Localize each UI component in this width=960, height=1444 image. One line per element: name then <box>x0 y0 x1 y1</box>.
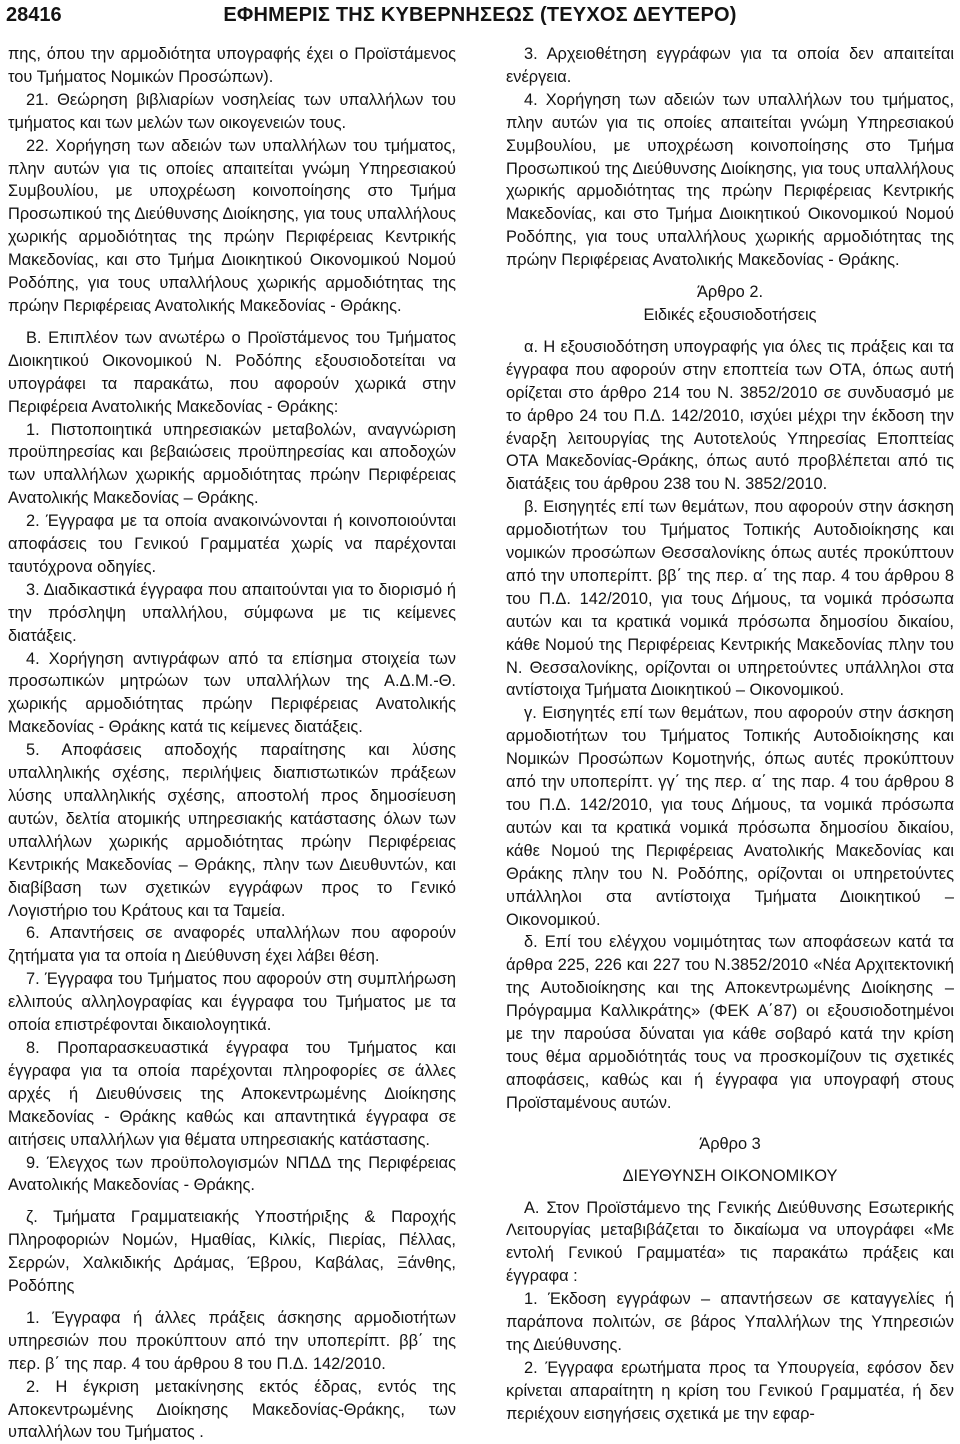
paragraph: 3. Αρχειοθέτηση εγγράφων για τα οποία δεν απαιτείται ενέργεια. <box>506 45 954 86</box>
left-column <box>8 43 456 1444</box>
paragraph: 4. Χορήγηση των αδειών των υπαλλήλων του τμήματος, πλην αυτών για τις οποίες απαιτείται γνώμη Υπηρεσιακού Συμβουλίου, με υποχρέωση κοινοποίησης στο Τμήμα Προσωπικού της Διεύθυνσης Διοίκησης, για τους υπαλλήλους χωρικής αρμοδιότητας της πρώην Περιφέρειας Κεντρικής Μακεδονίας, και στο Τμήμα Διοικητικού Οικονομικού Νομού Ροδόπης, για τους υπαλλήλους χωρικής αρμοδιότητας της πρώην Περιφέρειας Ανατολικής Μακεδονίας - Θράκης. <box>506 90 954 270</box>
article-2-heading: Άρθρο 2. <box>696 283 764 302</box>
paragraph: 1. Πιστοποιητικά υπηρεσιακών μεταβολών, αναγνώριση προϋπηρεσίας και βεβαιώσεις προϋπηρεσίας και αποδοχών των υπαλλήλων χωρικής αρμοδιότητας πρώην Περιφέρειας Ανατολικής Μακεδονίας – Θράκης. <box>8 420 456 508</box>
paragraph: 2. Η έγκριση μετακίνησης εκτός έδρας, εντός της Αποκεντρωμένης Διοίκησης Μακεδονίας-Θράκης, των υπαλλήλων του Τμήματος . <box>8 1377 456 1442</box>
page-header <box>0 0 960 36</box>
paragraph: 1. Έκδοση εγγράφων – απαντήσεων σε καταγγελίες ή παράπονα πολιτών, σε βάρος Υπαλλήλων της Υπηρεσιών της Διεύθυνσης. <box>506 1290 954 1354</box>
paragraph: Α. Στον Προϊστάμενο της Γενικής Διεύθυνσης Εσωτερικής Λειτουργίας μεταβιβάζεται το δικαίωμα να υπογράφει «Με εντολή Γενικού Γραμματέα» τις παρακάτω πράξεις και έγγραφα : <box>506 1198 954 1286</box>
article-3-heading: Άρθρο 3 <box>699 1134 761 1153</box>
paragraph: 1. Έγγραφα ή άλλες πράξεις άσκησης αρμοδιοτήτων υπηρεσιών που προκύπτουν από την υποπερίπτ. ββ΄ της περ. β΄ της παρ. 4 του άρθρου 8 του Π.Δ. 142/2010. <box>8 1308 456 1373</box>
paragraph: γ. Εισηγητές επί των θεμάτων, που αφορούν στην άσκηση αρμοδιοτήτων του Τμήματος Τοπικής Αυτοδιοίκησης και Νομικών Προσώπων Κομοτηνής, όπως αυτές προκύπτουν από την υποπερίπτ. γγ΄ της περ. α΄ της παρ. 4 του άρθρου 8 του Π.Δ. 142/2010, για τους Δήμους, τα νομικά πρόσωπα αυτών και τα κρατικά νομικά πρόσωπα δημοσίου δικαίου, κάθε Νομού της Περιφέρειας Ανατολικής Μακεδονίας και Θράκης πλην του Ν. Ροδόπης, ορίζονται οι υπηρετούντες υπάλληλοι στα αντίστοιχα Τμήματα Διοικητικού – Οικονομικού. <box>506 704 954 929</box>
paragraph: 7. Έγγραφα του Τμήματος που αφορούν στη συμπλήρωση ελλιπούς αλληλογραφίας και έγγραφα του Τμήματος με τα οποία επιστρέφονται δικαιολογητικά. <box>8 970 456 1035</box>
paragraph: β. Εισηγητές επί των θεμάτων, που αφορούν στην άσκηση αρμοδιοτήτων του Τμήματος Τοπικής Αυτοδιοίκησης και νομικών προσώπων Θεσσαλονίκης όπως αυτές προκύπτουν από την υποπερίπτ. ββ΄ της περ. α΄ της παρ. 4 του άρθρου 8 του Π.Δ. 142/2010, για τους Δήμους, τα νομικά πρόσωπα αυτών και τα κρατικά νομικά πρόσωπα δημοσίου δικαίου, κάθε Νομού της Περιφέρειας Κεντρικής Μακεδονίας πλην του Ν. Θεσσαλονίκης, ορίζονται οι υπηρετούντες υπάλληλοι στα αντίστοιχα Τμήματα Διοικητικού – Οικονομικού. <box>506 498 954 700</box>
paragraph: 2. Έγγραφα με τα οποία ανακοινώνονται ή κοινοποιούνται αποφάσεις του Γενικού Γραμματέα χωρίς να παρέχονται ταυτόχρονα οδηγίες. <box>8 512 456 576</box>
gazette-title: ΕΦΗΜΕΡΙΣ ΤΗΣ ΚΥΒΕΡΝΗΣΕΩΣ (ΤΕΥΧΟΣ ΔΕΥΤΕΡΟ) <box>223 4 737 26</box>
paragraph: 8. Προπαρασκευαστικά έγγραφα του Τμήματος και έγγραφα για τα οποία παρέχονται πληροφορίες σε άλλες αρχές ή Διευθύνσεις της Αποκεντρωμένης Διοίκησης Μακεδονίας - Θράκης καθώς και απαντητικά έγγραφα σε αιτήσεις υπαλλήλων για θέματα υπηρεσιακής κατάστασης. <box>8 1038 456 1149</box>
page-number: 28416 <box>6 4 62 26</box>
paragraph: 3. Διαδικαστικά έγγραφα που απαιτούνται για το διορισμό ή την πρόσληψη υπαλλήλου, σύμφωνα με τις κείμενες διατάξεις. <box>8 580 456 645</box>
paragraph: Β. Επιπλέον των ανωτέρω ο Προϊστάμενος του Τμήματος Διοικητικού Οικονομικού Ν. Ροδόπης εξουσιοδοτείται να υπογράφει τα παρακάτω, που αφορούν χωρικά στην Περιφέρεια Ανατολικής Μακεδονίας - Θράκης: <box>8 328 456 416</box>
paragraph: πης, όπου την αρμοδιότητα υπογραφής έχει ο Προϊστάμενος του Τμήματος Νομικών Προσώπων). <box>8 45 456 86</box>
paragraph: δ. Επί του ελέγχου νομιμότητας των αποφάσεων κατά τα άρθρα 225, 226 και 227 του Ν.3852/2010 «Νέα Αρχιτεκτονική της Αυτοδιοίκησης και της Αποκεντρωμένης Διοίκησης –Πρόγραμμα Καλλικράτης» (ΦΕΚ Α΄87) οι εξουσιοδοτημένοι με την παρούσα δύναται για κάθε σοβαρό κατά την κρίση τους θέμα αρμοδιότητάς τους να προσκομίζουν τις σχετικές αποφάσεις, καθώς και ή έγγραφα για υπογραφή στους Προϊσταμένους αυτών. <box>506 933 954 1112</box>
article-3-title: ΔΙΕΥΘΥΝΣΗ ΟΙΚΟΝΟΜΙΚΟΥ <box>622 1166 838 1185</box>
paragraph: 9. Έλεγχος των προϋπολογισμών ΝΠΔΔ της Περιφέρειας Ανατολικής Μακεδονίας - Θράκης. <box>8 1153 456 1195</box>
paragraph: ζ. Τμήματα Γραμματειακής Υποστήριξης & Παροχής Πληροφοριών Νομών, Ημαθίας, Κιλκίς, Πιερίας, Πέλλας, Σερρών, Χαλκιδικής Δράμας, Έβρου, Καβάλας, Ξάνθης, Ροδόπης <box>8 1208 456 1296</box>
paragraph: 2. Έγγραφα ερωτήματα προς τα Υπουργεία, εφόσον δεν κρίνεται απαραίτητη η κρίση του Γενικού Γραμματέα, ή δεν περιέχουν εισηγήσεις σχετικά με την εφαρ- <box>506 1358 954 1423</box>
paragraph: α. Η εξουσιοδότηση υπογραφής για όλες τις πράξεις και τα έγγραφα που αφορούν στην εποπτεία των ΟΤΑ, όπως αυτή ορίζεται στο άρθρο 214 του Ν. 3852/2010 σε συνδυασμό με το άρθρο 24 του Π.Δ. 142/2010, ισχύει μέχρι την έκδοση την έναρξη λειτουργίας της Αυτοτελούς Υπηρεσίας Εποπτείας ΟΤΑ Μακεδονίας-Θράκης, όπως αυτό προβλέπεται από τις διατάξεις του άρθρου 238 του Ν. 3852/2010. <box>506 337 954 494</box>
paragraph: 22. Χορήγηση των αδειών των υπαλλήλων του τμήματος, πλην αυτών για τις οποίες απαιτείται γνώμη Υπηρεσιακού Συμβουλίου, με υποχρέωση κοινοποίησης στο Τμήμα Προσωπικού της Διεύθυνσης Διοίκησης, για τους υπαλλήλους χωρικής αρμοδιότητας της πρώην Περιφέρειας Κεντρικής Μακεδονίας, και στο Τμήμα Διοικητικού Οικονομικού Νομού Ροδόπης, για τους υπαλλήλους χωρικής αρμοδιότητας της πρώην Περιφέρειας Ανατολικής Μακεδονίας - Θράκης. <box>8 136 456 315</box>
paragraph: 4. Χορήγηση αντιγράφων από τα επίσημα στοιχεία των προσωπικών μητρώων των υπαλλήλων της Α.Δ.Μ.-Θ. χωρικής αρμοδιότητας πρώην Περιφέρειας Ανατολικής Μακεδονίας - Θράκης κατά τις κείμενες διατάξεις. <box>8 649 456 737</box>
right-column <box>506 43 954 1426</box>
article-2-title: Ειδικές εξουσιοδοτήσεις <box>643 305 817 324</box>
paragraph: 5. Αποφάσεις αποδοχής παραίτησης και λύσης υπαλληλικής σχέσης, περιλήψεις διαπιστωτικών πράξεων λύσης υπαλληλικής σχέσης, αποστολή προς δημοσίευση αυτών, δελτία ατομικής υπηρεσιακής κατάστασης όλων των υπαλλήλων χωρικής αρμοδιότητας πρώην Περιφέρειας Κεντρικής Μακεδονίας – Θράκης, πλην των Διευθυντών, και διαβίβαση των σχετικών εγγράφων προς το Γενικό Λογιστήριο του Κράτους και τα Ταμεία. <box>8 741 456 920</box>
paragraph: 6. Απαντήσεις σε αναφορές υπαλλήλων που αφορούν ζητήματα για τα οποία η Διεύθυνση έχει λάβει θέση. <box>8 924 456 966</box>
paragraph: 21. Θεώρηση βιβλιαρίων νοσηλείας των υπαλλήλων του τμήματος και των μελών των οικογενειών τους. <box>8 90 456 132</box>
